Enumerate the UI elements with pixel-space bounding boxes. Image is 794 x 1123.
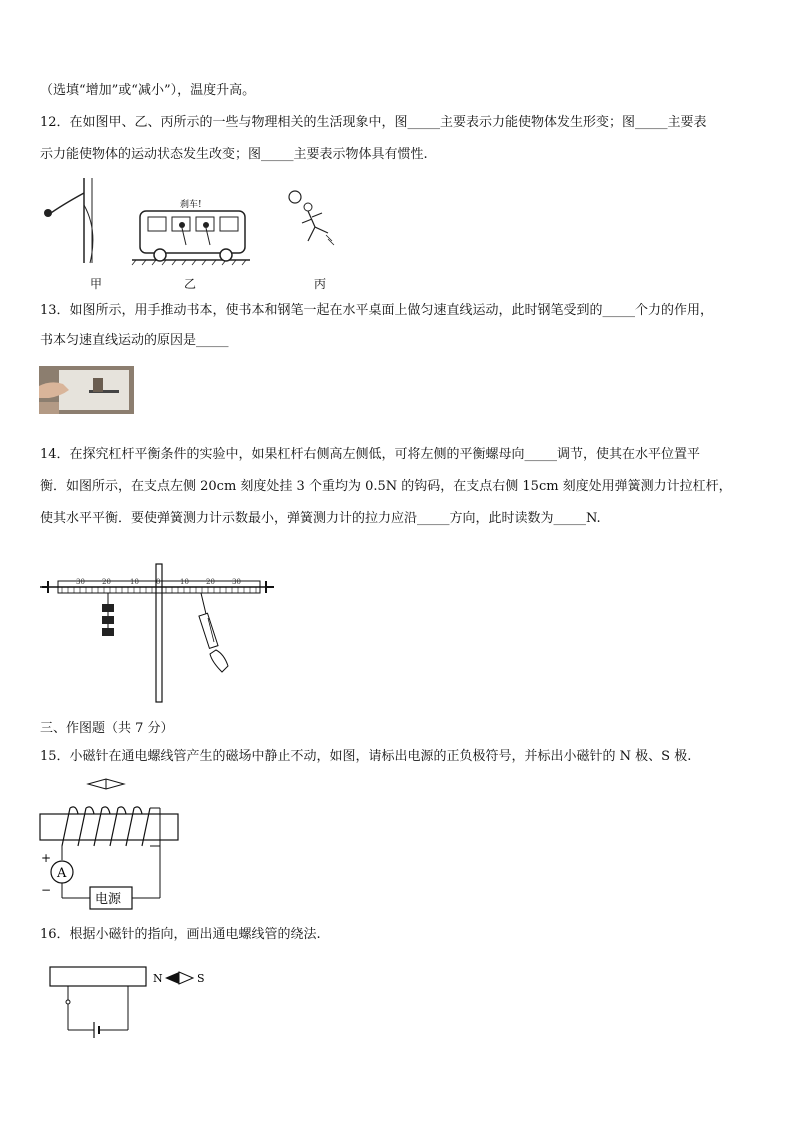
bus-sign-text: 刹车! [180,200,202,210]
hook-weight [102,628,114,636]
figure-14-lever [40,562,280,707]
compass-s-label: S [197,972,205,985]
figure-12-yi-drawing [132,211,250,265]
question-13-line-2: 书本匀速直线运动的原因是_____ [40,333,229,348]
lever-tick-label: 20 [102,578,111,586]
compass-needle-light [179,972,193,984]
section-3-heading: 三、作图题（共 7 分） [40,721,174,736]
figure-12-caption-bing: 丙 [314,277,327,291]
ammeter-label: A [57,866,67,881]
question-15-line: 15．小磁针在通电螺线管产生的磁场中静止不动，如图，请标出电源的正负极符号，并标出小磁针的 N 极、S 极. [40,749,692,764]
question-14-line-2: 衡．如图所示，在支点左侧 20cm 刻度处挂 3 个重均为 0.5N 的钩码，在支点右侧 15cm 刻度处用弹簧测力计拉杠杆， [40,479,732,494]
figure-12-jia-drawing [44,178,93,263]
figure-12-caption-jia: 甲 [90,277,103,291]
figure-16-circuit [46,962,216,1042]
compass-needle-dark [165,972,179,984]
plus-sign: + [41,851,52,865]
spring-scale [199,593,228,672]
question-12-line-2: 示力能使物体的运动状态发生改变；图_____主要表示物体具有惯性. [40,147,428,162]
power-source-label: 电源 [95,892,122,907]
lever-tick-label: 10 [180,578,189,586]
hook-weight [102,604,114,612]
figure-12 [40,175,370,270]
question-14-line-1: 14．在探究杠杆平衡条件的实验中，如果杠杆右侧高左侧低，可将左侧的平衡螺母向_____调节，使其在水平位置平 [40,447,701,462]
text-line-intro: （选填“增加”或“减小”），温度升高。 [40,83,256,98]
figure-12-caption-yi: 乙 [184,277,197,291]
lever-tick-label: 0 [156,578,161,586]
minus-sign: − [41,883,52,897]
question-13-line-1: 13．如图所示，用手推动书本，使书本和钢笔一起在水平桌面上做匀速直线运动，此时钢笔受到的_____个力的作用， [40,303,714,318]
lever-tick-label: 10 [130,578,139,586]
lever-tick-label: 30 [76,578,85,586]
compass-n-label: N [153,972,163,985]
question-14-line-3: 使其水平平衡．要使弹簧测力计示数最小，弹簧测力计的拉力应沿_____方向，此时读数为_____N. [40,511,601,526]
lever-tick-label: 30 [232,578,241,586]
question-16-line: 16．根据小磁针的指向，画出通电螺线管的绕法. [40,927,321,942]
hook-weight [102,616,114,624]
figure-12-bing-drawing [289,191,334,245]
figure-13-photo [39,366,134,414]
figure-15-circuit [38,776,183,914]
question-12-line-1: 12．在如图甲、乙、丙所示的一些与物理相关的生活现象中，图_____主要表示力能使物体发生形变；图_____主要表 [40,115,707,130]
lever-tick-label: 20 [206,578,215,586]
